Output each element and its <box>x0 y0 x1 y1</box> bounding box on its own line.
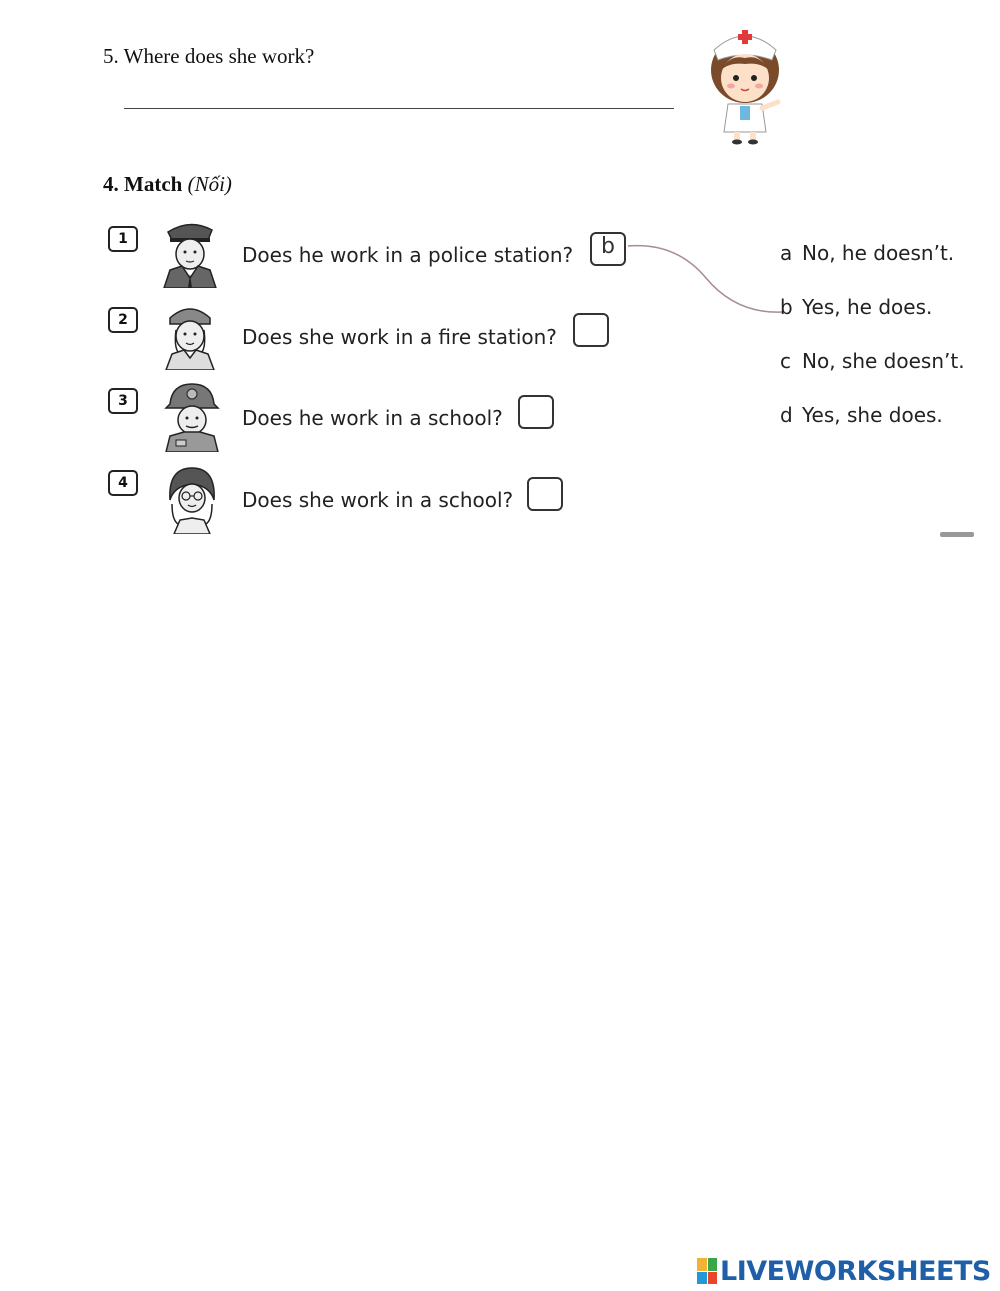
liveworksheets-logo <box>697 1254 991 1288</box>
answer-line-input[interactable] <box>124 108 674 109</box>
item-number-2: 2 <box>108 307 138 333</box>
match-heading-bold: 4. Match <box>103 172 183 196</box>
firefighter-man-icon <box>162 382 222 452</box>
question-4: Does she work in a school? <box>242 488 514 512</box>
item-number-4: 4 <box>108 470 138 496</box>
answer-box-2[interactable] <box>573 313 609 347</box>
option-b-text: Yes, he does. <box>802 295 933 319</box>
answer-box-3[interactable] <box>518 395 554 429</box>
brand-name: LIVEWORKSHEETS <box>720 1255 991 1287</box>
option-c-letter: c <box>780 349 791 373</box>
question-2: Does she work in a fire station? <box>242 325 557 349</box>
answer-box-4[interactable] <box>527 477 563 511</box>
item-number-3: 3 <box>108 388 138 414</box>
answer-box-1[interactable]: b <box>590 232 626 266</box>
police-officer-icon <box>160 218 220 288</box>
option-b <box>780 295 932 319</box>
logo-blocks-icon <box>697 1258 717 1284</box>
item-number-1: 1 <box>108 226 138 252</box>
option-d-text: Yes, she does. <box>802 403 943 427</box>
option-d-letter: d <box>780 403 793 427</box>
nurse-illustration <box>700 20 790 145</box>
option-a-letter: a <box>780 241 793 265</box>
option-d <box>780 403 943 427</box>
option-a-text: No, he doesn’t. <box>802 241 955 265</box>
question-5-text: 5. Where does she work? <box>103 44 315 68</box>
teacher-woman-icon <box>162 464 222 534</box>
match-connector-line <box>626 238 786 322</box>
option-b-letter: b <box>780 295 793 319</box>
firefighter-woman-icon <box>160 300 220 370</box>
question-3: Does he work in a school? <box>242 406 503 430</box>
question-1: Does he work in a police station? <box>242 243 574 267</box>
match-heading-italic: (Nối) <box>187 172 232 196</box>
option-c <box>780 349 965 373</box>
option-c-text: No, she doesn’t. <box>802 349 965 373</box>
scan-mark <box>940 532 974 537</box>
option-a <box>780 241 954 265</box>
match-heading <box>103 172 232 197</box>
